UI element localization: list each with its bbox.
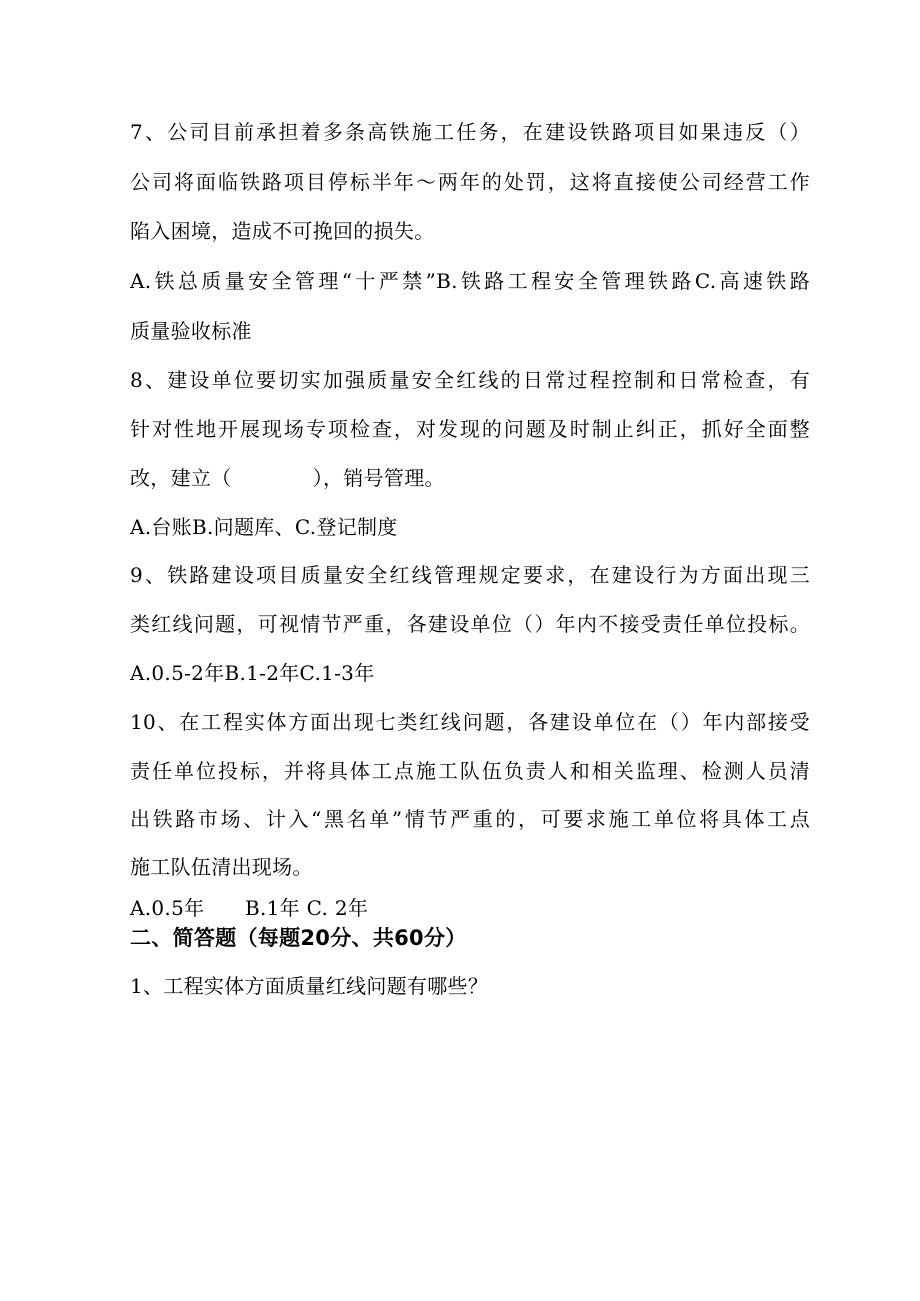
question-8-line-2: 针对性地开展现场专项检查，对发现的问题及时制止纠正，抓好全面整 bbox=[130, 417, 810, 441]
question-7-line-1: 7、公司目前承担着多条高铁施工任务，在建设铁路项目如果违反（） bbox=[130, 120, 810, 144]
question-9-options: A.0.5-2年B.1-2年C.1-3年 bbox=[130, 661, 375, 685]
question-7-line-3: 陷入困境，造成不可挽回的损失。 bbox=[130, 219, 435, 243]
question-8-options: A.台账B.问题库、C.登记制度 bbox=[130, 515, 398, 539]
question-7-options-line-2: 质量验收标准 bbox=[130, 319, 252, 343]
question-10-line-3: 出铁路市场、计入“黑名单”情节严重的，可要求施工单位将具体工点 bbox=[130, 807, 810, 831]
question-10-line-2: 责任单位投标，并将具体工点施工队伍负责人和相关监理、检测人员清 bbox=[130, 759, 810, 783]
question-8-line-3: 改，建立（ ），销号管理。 bbox=[130, 466, 445, 490]
question-7-line-2: 公司将面临铁路项目停标半年～两年的处罚，这将直接使公司经营工作 bbox=[130, 170, 810, 194]
question-7-options-line-1: A.铁总质量安全管理“十严禁”B.铁路工程安全管理铁路C.高速铁路 bbox=[130, 269, 810, 293]
question-9-line-2: 类红线问题，可视情节严重，各建设单位（）年内不接受责任单位投标。 bbox=[130, 612, 810, 636]
section-2-question-1: 1、工程实体方面质量红线问题有哪些？ bbox=[130, 974, 489, 998]
question-10-line-1: 10、在工程实体方面出现七类红线问题，各建设单位在（）年内部接受 bbox=[130, 710, 810, 734]
question-8-line-1: 8、建设单位要切实加强质量安全红线的日常过程控制和日常检查，有 bbox=[130, 368, 810, 392]
question-10-line-4: 施工队伍清出现场。 bbox=[130, 855, 313, 879]
question-9-line-1: 9、铁路建设项目质量安全红线管理规定要求，在建设行为方面出现三 bbox=[130, 563, 810, 587]
section-2-heading: 二、简答题（每题20分、共60分） bbox=[130, 926, 467, 950]
question-10-options: A.0.5年 B.1年 C. 2年 bbox=[130, 896, 369, 920]
